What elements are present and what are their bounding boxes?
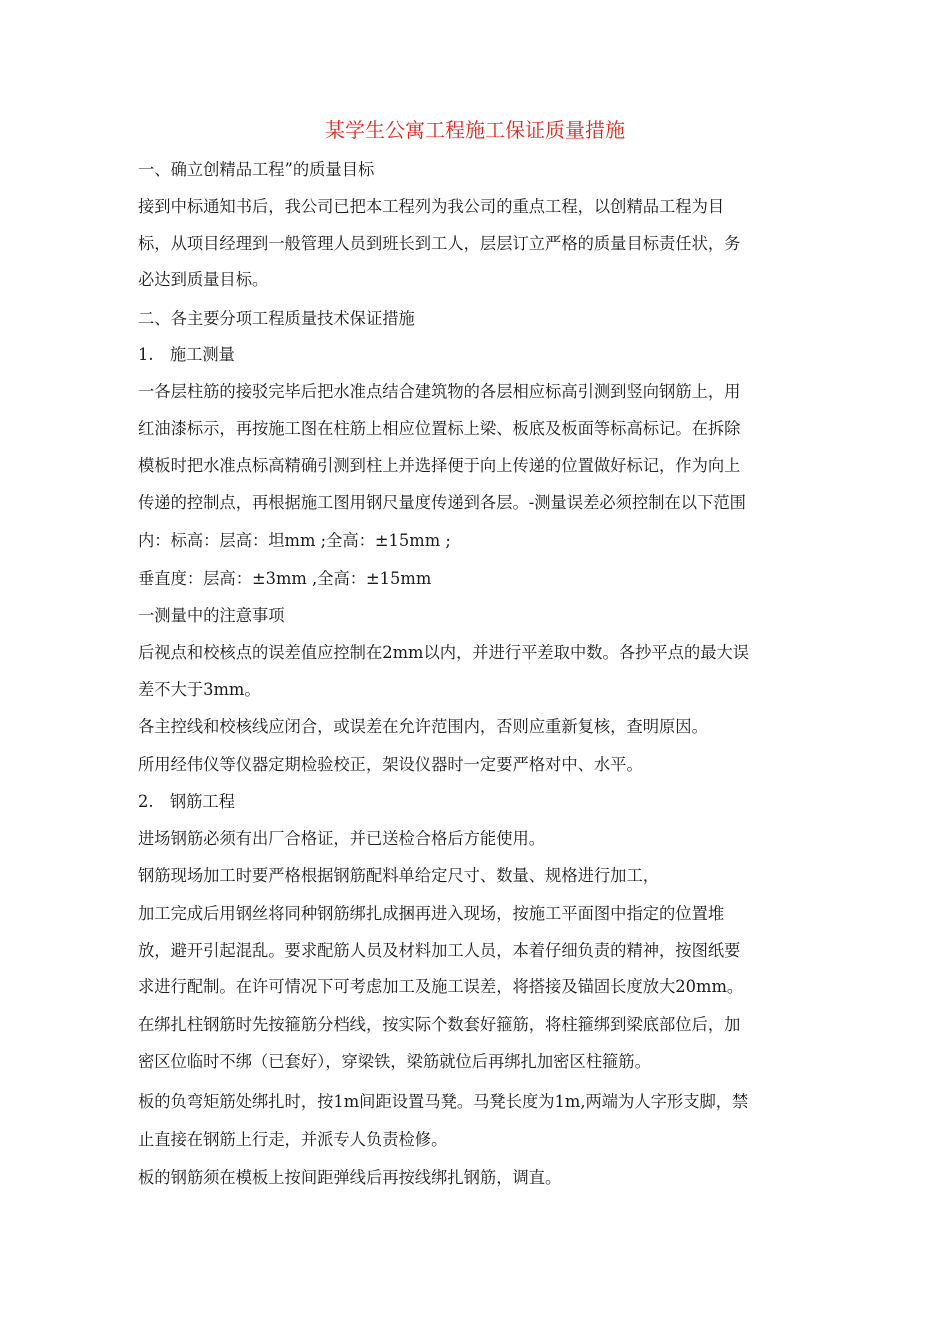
paragraph-line: 红油漆标示，再按施工图在柱筋上相应位置标上梁、板底及板面等标高标记。在拆除 xyxy=(138,419,741,438)
paragraph-line: 板的钢筋须在模板上按间距弹线后再按线绑扎钢筋，调直。 xyxy=(138,1168,562,1187)
paragraph-line: 钢筋现场加工时要严格根据钢筋配料单给定尺寸、数量、规格进行加工， xyxy=(138,866,660,885)
paragraph-line: 止直接在钢筋上行走，并派专人负责检修。 xyxy=(138,1130,448,1149)
paragraph-line: 后视点和校核点的误差值应控制在2mm以内，并进行平差取中数。各抄平点的最大误 xyxy=(138,643,750,662)
paragraph-line: 密区位临时不绑（已套好），穿梁铁，梁筋就位后再绑扎加密区柱箍筋。 xyxy=(138,1052,651,1071)
subsection-heading-2: 2. 钢筋工程 xyxy=(138,792,235,811)
paragraph-line: 求进行配制。在许可情况下可考虑加工及施工误差，将搭接及锚固长度放大20mm。 xyxy=(138,977,744,996)
paragraph-line: 板的负弯矩筋处绑扎时，按1m间距设置马凳。马凳长度为1m,两端为人字形支脚，禁 xyxy=(138,1092,749,1111)
document-title: 某学生公寓工程施工保证质量措施 xyxy=(325,118,625,142)
paragraph-line: 放，避开引起混乱。要求配筋人员及材料加工人员，本着仔细负责的精神，按图纸要 xyxy=(138,941,741,960)
section-heading-1: 一、确立创精品工程”的质量目标 xyxy=(138,160,375,179)
paragraph-line: 内：标高：层高：坦mm ;全高：±15mm ; xyxy=(138,531,451,550)
paragraph-line: 差不大于3mm。 xyxy=(138,680,261,699)
section-heading-2: 二、各主要分项工程质量技术保证措施 xyxy=(138,309,415,328)
paragraph-line: 在绑扎柱钢筋时先按箍筋分档线，按实际个数套好箍筋，将柱箍绑到梁底部位后，加 xyxy=(138,1015,741,1034)
paragraph-line: 必达到质量目标。 xyxy=(138,270,269,289)
paragraph-line: 各主控线和校核线应闭合，或误差在允许范围内，否则应重新复核，查明原因。 xyxy=(138,717,708,736)
paragraph-line: 标，从项目经理到一般管理人员到班长到工人，层层订立严格的质量目标责任状，务 xyxy=(138,234,741,253)
paragraph-line: 加工完成后用钢丝将同种钢筋绑扎成捆再进入现场，按施工平面图中指定的位置堆 xyxy=(138,904,725,923)
paragraph-line: 所用经伟仪等仪器定期检验校正，架设仪器时一定要严格对中、水平。 xyxy=(138,755,643,774)
paragraph-line: 传递的控制点，再根据施工图用钢尺量度传递到各层。-测量误差必须控制在以下范围 xyxy=(138,493,746,512)
subsection-heading-1: 1. 施工测量 xyxy=(138,345,235,364)
paragraph-line: 一测量中的注意事项 xyxy=(138,606,285,625)
paragraph-line: 进场钢筋必须有出厂合格证，并已送检合格后方能使用。 xyxy=(138,829,546,848)
paragraph-line: 接到中标通知书后，我公司已把本工程列为我公司的重点工程，以创精品工程为目 xyxy=(138,197,725,216)
paragraph-line: 垂直度：层高：±3mm ,全高：±15mm xyxy=(138,569,432,588)
paragraph-line: 一各层柱筋的接驳完毕后把水准点结合建筑物的各层相应标高引测到竖向钢筋上，用 xyxy=(138,382,741,401)
paragraph-line: 模板时把水准点标高精确引测到柱上并选择便于向上传递的位置做好标记，作为向上 xyxy=(138,456,741,475)
